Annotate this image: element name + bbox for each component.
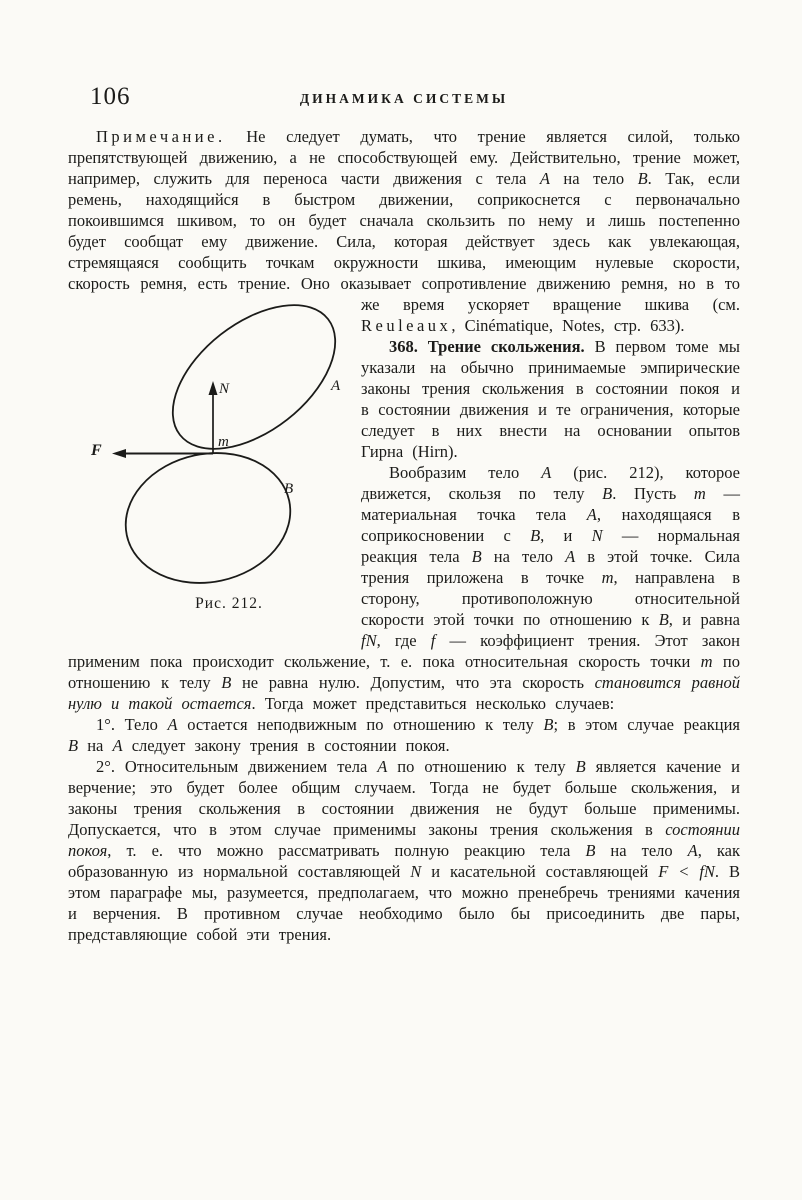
text-segment: B [68, 736, 79, 755]
page-header [68, 83, 740, 110]
text-segment: B [637, 169, 648, 188]
text-segment: A [377, 757, 388, 776]
text-segment: В первом томе мы указали на обычно принимаемые эмпирические законы трения скольжения в состоянии покоя и в состоянии движения и те ограничения, которые следует в них внести на основании опытов Гирна (Hirn). [361, 337, 740, 461]
text-segment: N [410, 862, 422, 881]
text-segment: состоянии покоя [68, 820, 740, 860]
text-segment: B [543, 715, 554, 734]
running-title: ДИНАМИКА СИСТЕМЫ [299, 91, 509, 106]
text-segment: является качение и верчение; это будет более общим случаем. Тогда не будет больше скольжения, и законы трения скольжения в состоянии движения не будут больше применимы. Допускается, что в этом случае применимы законы трения скольжения в [68, 757, 741, 839]
text-segment: fN [361, 631, 377, 650]
text-segment: . В этом параграфе мы, разумеется, предполагаем, что можно пренебречь трениями качения и верчения. В противном случае необходимо было бы присоединить две пары, представляющие собой эти трения. [68, 862, 740, 944]
paragraph-case-1 [68, 714, 740, 756]
text-segment: F < fN [658, 862, 715, 881]
text-segment: (рис. 212), которое движется, скользя по телу [361, 463, 741, 503]
text-segment: остается неподвижным по отношению к телу [177, 715, 544, 734]
text-segment: , находящаяся в соприкосновении с [361, 505, 740, 545]
text-segment: A [539, 169, 550, 188]
text-segment: вращение шкива (см. [552, 295, 740, 314]
text-segment: на тело [595, 841, 688, 860]
text-segment: следует закону трения в состоянии покоя. [122, 736, 450, 755]
text-segment: . Тогда может представиться несколько случаев: [251, 694, 615, 713]
text-segment: A [565, 547, 576, 566]
text-segment: , направлена в сторону, противоположную относительной скорости этой точки по отношению к [361, 568, 740, 629]
body-a-label: A [331, 378, 341, 394]
text-segment: . Так, если ремень, находящийся в быстром движении, соприкоснется с первоначально покоившимся шкивом, то он будет сначала скользить по нему и лишь постепенно будет сообщат ему движение. Сила, которая действует здесь как увлекающая, стремящаяся сообщить точкам окружности шкива, имеющим нулевые скорости, скорость ремня, есть трение. Оно оказывает сопротивление движению ремня, но в то же время ускоряет [68, 169, 741, 314]
text-segment: B [585, 841, 596, 860]
text-segment: Вообразим тело [389, 463, 542, 482]
text-segment: f [430, 631, 436, 650]
text-segment: , где [376, 631, 431, 650]
text-segment: Примечание. [96, 127, 226, 146]
friction-force-arrowhead [112, 449, 126, 458]
text-segment: A [541, 463, 552, 482]
text-segment: становится равной нулю и такой остается [68, 673, 741, 713]
text-segment: , как образованную из нормальной составляющей [68, 841, 741, 881]
text-segment: , и равна [668, 610, 740, 629]
contact-point-label: m [218, 434, 229, 450]
text-segment: 2°. Относительным движением тела [96, 757, 378, 776]
figure-caption: Рис. 212. [195, 595, 263, 612]
text-segment: на тело [481, 547, 566, 566]
text-segment: m [693, 484, 706, 503]
text-segment: — материальная точка тела [361, 484, 740, 524]
text-segment: , и [540, 526, 592, 545]
text-segment: в этой точке. Сила трения приложена в точке [361, 547, 740, 587]
text-segment: — коэффициент трения. Этот закон применим пока происходит скольжение, т. е. пока относительная скорость точки [68, 631, 740, 671]
friction-force-label: F [91, 442, 102, 459]
page-content [68, 84, 740, 945]
text-segment: и касательной составляющей [421, 862, 659, 881]
paragraph-case-2 [68, 756, 740, 945]
text-segment: N [591, 526, 603, 545]
figure-212 [68, 296, 353, 636]
text-segment: 368. Трение скольжения. [389, 337, 585, 356]
text-segment: на тело [549, 169, 638, 188]
body-a-ellipse [147, 296, 353, 477]
normal-force-label: N [219, 381, 230, 397]
text-segment: не равна нулю. Допустим, что эта скорость [231, 673, 595, 692]
text-segment: по отношению к телу [387, 757, 576, 776]
text-segment: A [167, 715, 178, 734]
text-segment: по отношению к телу [68, 652, 740, 692]
text-segment: B [221, 673, 232, 692]
text-segment: Не следует думать, что трение является силой, только препятствующей движению, а не способствующей ему. Действительно, трение может, например, служить для переноса части движения с тела [68, 127, 740, 188]
text-segment: B [530, 526, 541, 545]
text-segment: B [658, 610, 669, 629]
page-number: 106 [90, 83, 131, 110]
text-segment: A [586, 505, 597, 524]
text-segment: A [112, 736, 123, 755]
text-segment: B [575, 757, 586, 776]
text-segment: на [78, 736, 113, 755]
text-segment: , Cinématique, Notes, стр. 633). [451, 316, 685, 335]
normal-force-arrowhead [209, 381, 218, 395]
body-b-ellipse [114, 438, 303, 596]
text-segment: B [471, 547, 482, 566]
text-segment: — нормальная реакция тела [361, 526, 740, 566]
text-segment: 1°. Тело [96, 715, 168, 734]
text-segment: Reuleaux [361, 316, 452, 335]
text-segment: B [602, 484, 613, 503]
text-segment: m [700, 652, 713, 671]
text-segment: A [687, 841, 698, 860]
text-segment: . Пусть [612, 484, 694, 503]
body-b-label: B [284, 481, 294, 497]
text-segment: , т. е. что можно рассматривать полную реакцию тела [107, 841, 586, 860]
text-segment: ; в этом случае реакция [553, 715, 741, 734]
friction-diagram [68, 296, 353, 596]
text-segment: m [601, 568, 614, 587]
